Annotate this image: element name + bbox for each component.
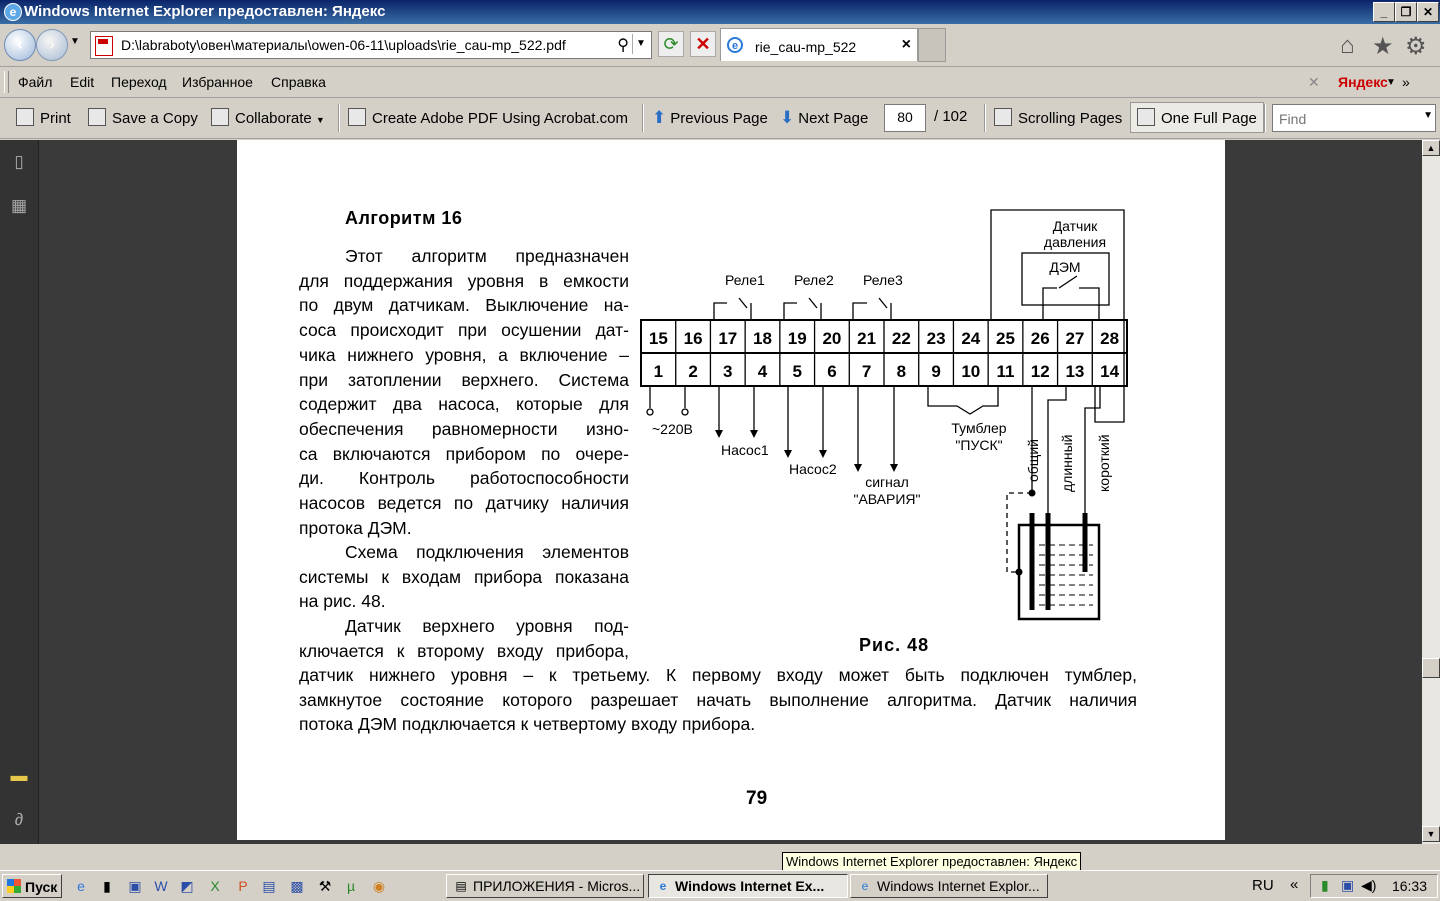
- terminal-number-top: 15: [648, 329, 668, 348]
- one-full-page-button[interactable]: [1130, 102, 1264, 133]
- window-title: Windows Internet Explorer предоставлен: Яндекс: [24, 3, 386, 20]
- close-toolbar-icon[interactable]: ✕: [1308, 74, 1320, 90]
- back-button[interactable]: ‹: [4, 29, 36, 61]
- collaborate-icon: [211, 108, 229, 126]
- dem-label: ДЭМ: [1049, 259, 1081, 275]
- yandex-dropdown-icon[interactable]: ▼: [1386, 77, 1396, 88]
- printer-icon: [16, 108, 34, 126]
- text-line: соса происходит при осушении дат-: [299, 320, 629, 341]
- text-line: са включаются прибором по очере-: [299, 443, 629, 464]
- address-url[interactable]: D:\labraboty\овен\материалы\owen-06-11\uploads\rie_cau-mp_522.pdf: [121, 37, 566, 53]
- relay1-label: Реле1: [725, 272, 765, 288]
- arrow-up-icon: ⬆: [652, 108, 667, 127]
- scroll-down-icon[interactable]: ▼: [1422, 826, 1440, 842]
- tool-quicklaunch-icon[interactable]: ⚒: [318, 878, 332, 894]
- terminal-number-bottom: 10: [961, 362, 981, 381]
- network-icon[interactable]: ▣: [1341, 877, 1355, 893]
- previous-page-button[interactable]: [652, 108, 768, 128]
- navigation-panel: [0, 140, 39, 844]
- terminal-number-bottom: 7: [861, 362, 872, 381]
- taskbar-ie-active-label: Windows Internet Ex...: [675, 878, 825, 894]
- terminal-number-bottom: 6: [827, 362, 837, 381]
- taskbar-ie-label: Windows Internet Explor...: [877, 878, 1040, 894]
- text-line: датчик нижнего уровня – к третьему. К первому входу может быть подключен тумблер,: [299, 665, 1137, 685]
- ie-icon: e: [659, 879, 667, 893]
- app-quicklaunch-icon[interactable]: ▩: [290, 878, 304, 894]
- find-dropdown-icon[interactable]: ▼: [1423, 110, 1433, 121]
- yandex-button[interactable]: Яндекс: [1338, 74, 1388, 90]
- language-indicator[interactable]: RU: [1252, 877, 1274, 894]
- text-line: Этот алгоритм предназначен: [345, 246, 629, 266]
- terminal-number-bottom: 8: [896, 362, 907, 381]
- address-bar[interactable]: [90, 31, 652, 59]
- title-bar: [0, 0, 1440, 24]
- print-label: Print: [40, 110, 71, 127]
- text-line: на рис. 48.: [299, 591, 386, 612]
- status-bar: [0, 844, 1440, 870]
- volume-icon[interactable]: ◀): [1361, 877, 1377, 893]
- algorithm-title: Алгоритм 16: [345, 208, 463, 228]
- ie-tab-icon: e: [727, 37, 743, 53]
- taskbar-ie-active-button[interactable]: [648, 874, 848, 898]
- refresh-icon[interactable]: ⟳: [658, 31, 684, 57]
- terminal-number-bottom: 14: [1100, 362, 1120, 381]
- terminal-number-bottom: 3: [723, 362, 733, 381]
- power-label: ~220В: [652, 421, 693, 437]
- terminal-number-bottom: 12: [1030, 362, 1050, 381]
- excel-quicklaunch-icon[interactable]: X: [210, 878, 220, 894]
- scrolling-pages-button[interactable]: [994, 108, 1122, 127]
- menu-help[interactable]: Справка: [271, 74, 326, 90]
- explorer-quicklaunch-icon[interactable]: ▣: [128, 878, 142, 894]
- terminal-number-top: 20: [822, 329, 842, 348]
- scroll-thumb[interactable]: [1422, 658, 1440, 678]
- battery-icon[interactable]: ▮: [1321, 877, 1329, 893]
- switch-label-2: "ПУСК": [955, 437, 1003, 453]
- paragraph-intro: [299, 244, 629, 540]
- create-pdf-label: Create Adobe PDF Using Acrobat.com: [372, 110, 628, 127]
- ie-icon: e: [861, 879, 869, 893]
- chrome-quicklaunch-icon[interactable]: ◉: [372, 878, 386, 894]
- paragraph-scheme: [299, 540, 629, 614]
- maximize-button[interactable]: ❐: [1395, 2, 1417, 22]
- find-input[interactable]: [1277, 107, 1421, 131]
- stop-icon[interactable]: ✕: [690, 31, 716, 57]
- menu-file[interactable]: Файл: [18, 74, 53, 90]
- collaborate-button[interactable]: [211, 108, 325, 127]
- long-label: длинный: [1059, 434, 1075, 492]
- publisher-quicklaunch-icon[interactable]: ▤: [262, 878, 276, 894]
- text-line: ключается к второму входу прибора,: [299, 640, 629, 661]
- terminal-number-top: 27: [1065, 329, 1085, 348]
- text-line: замкнутое состояние которого разрешает начать выполнение алгоритма. Датчик наличия: [299, 689, 1137, 710]
- text-line: при затоплении верхнего. Система: [299, 369, 629, 390]
- taskbar-word-label: ПРИЛОЖЕНИЯ - Micros...: [473, 878, 641, 894]
- pdf-file-icon: [95, 36, 113, 56]
- tab-label: rie_cau-mp_522: [755, 39, 857, 55]
- arrow-down-icon: ⬇: [780, 108, 795, 127]
- previous-page-label: Previous Page: [670, 110, 768, 127]
- address-dropdown-icon[interactable]: ▼: [632, 34, 649, 54]
- terminal-number-bottom: 11: [996, 362, 1015, 381]
- powerpoint-quicklaunch-icon[interactable]: P: [238, 878, 248, 894]
- gear-icon[interactable]: ⚙: [1405, 33, 1427, 60]
- start-button[interactable]: Пуск: [2, 874, 62, 898]
- tooltip: Windows Internet Explorer предоставлен: Яндекс: [782, 852, 1081, 872]
- history-dropdown-icon[interactable]: ▼: [70, 36, 80, 47]
- scroll-up-icon[interactable]: ▲: [1422, 140, 1440, 156]
- taskbar-word-button[interactable]: [446, 874, 644, 898]
- desktop-quicklaunch-icon[interactable]: ▮: [103, 878, 111, 894]
- text-line: Датчик верхнего уровня под-: [345, 616, 629, 636]
- taskbar-ie-button[interactable]: [850, 874, 1048, 898]
- one-full-page-label: One Full Page: [1161, 110, 1257, 127]
- next-page-button[interactable]: [780, 108, 868, 128]
- short-label: короткий: [1096, 434, 1112, 492]
- home-icon[interactable]: ⌂: [1340, 32, 1355, 59]
- print-button[interactable]: [16, 108, 71, 127]
- pump2-label: Насос2: [789, 461, 837, 477]
- terminal-number-top: 17: [718, 329, 738, 348]
- chevron-down-icon: ▼: [315, 115, 325, 125]
- terminal-number-top: 24: [961, 329, 981, 348]
- toolbar-separator: [984, 104, 986, 132]
- close-window-button[interactable]: ✕: [1417, 2, 1439, 22]
- system-tray: [1310, 874, 1438, 898]
- text-line: обеспечения равномерности изно-: [299, 418, 629, 439]
- text-line: системы к входам прибора показана: [299, 566, 629, 587]
- text-line: по двум датчикам. Выключение на-: [299, 295, 629, 316]
- pages-icon[interactable]: ▯: [14, 152, 24, 171]
- search-icon[interactable]: ⚲: [617, 37, 629, 54]
- clock[interactable]: 16:33: [1391, 878, 1427, 894]
- menu-bar: [0, 67, 1440, 98]
- alarm-label: сигнал: [865, 474, 909, 490]
- terminal-number-top: 21: [857, 329, 877, 348]
- collaborate-label: Collaborate: [235, 110, 312, 127]
- figure-caption: Рис. 48: [859, 635, 930, 655]
- find-field[interactable]: [1272, 104, 1436, 132]
- terminal-number-top: 22: [891, 329, 911, 348]
- ie-quicklaunch-icon[interactable]: e: [77, 878, 85, 894]
- paragraph-upper-sensor: [299, 614, 629, 663]
- relay2-label: Реле2: [794, 272, 834, 288]
- alarm-label-2: "АВАРИЯ": [853, 491, 921, 507]
- terminal-number-top: 26: [1030, 329, 1050, 348]
- terminal-number-bottom: 1: [653, 362, 664, 381]
- bookmarks-icon[interactable]: ▦: [10, 196, 28, 215]
- address-toolbar: [0, 24, 1440, 67]
- terminal-number-top: 16: [683, 329, 703, 348]
- relay3-label: Реле3: [863, 272, 903, 288]
- word-doc-icon: ▤: [455, 879, 467, 893]
- menu-go[interactable]: Переход: [111, 74, 167, 90]
- tray-expand-icon[interactable]: «: [1290, 876, 1299, 893]
- terminal-number-bottom: 2: [688, 362, 698, 381]
- save-copy-label: Save a Copy: [112, 110, 198, 127]
- yandex-more-icon[interactable]: »: [1402, 74, 1410, 90]
- toolbar-separator: [338, 104, 340, 132]
- one-full-page-icon: [1137, 108, 1155, 126]
- acrobat-icon: [348, 108, 366, 126]
- floppy-icon: [88, 108, 106, 126]
- scrolling-pages-icon: [994, 108, 1012, 126]
- forward-button[interactable]: ›: [36, 29, 68, 61]
- page-number: 79: [746, 788, 768, 809]
- pdf-toolbar: [0, 98, 1440, 139]
- comments-icon[interactable]: ▬: [10, 766, 28, 785]
- wiring-diagram: [627, 200, 1147, 640]
- pump1-label: Насос1: [721, 442, 769, 458]
- terminal-number-bottom: 9: [931, 362, 941, 381]
- terminal-number-top: 18: [753, 329, 772, 348]
- minimize-button[interactable]: _: [1373, 2, 1395, 22]
- create-pdf-button[interactable]: [348, 108, 628, 127]
- tab-pdf[interactable]: [720, 28, 918, 61]
- switch-label: Тумблер: [951, 420, 1007, 436]
- terminal-number-bottom: 4: [757, 362, 768, 381]
- pressure-sensor-label-2: давления: [1043, 234, 1107, 250]
- save-copy-button[interactable]: [88, 108, 198, 127]
- toolbar-separator: [642, 104, 644, 132]
- common-label: общий: [1025, 439, 1041, 482]
- pdf-page: [237, 140, 1225, 840]
- terminal-number-top: 25: [996, 329, 1015, 348]
- terminal-number-top: 19: [787, 329, 807, 348]
- new-tab-button[interactable]: [918, 28, 946, 62]
- toolbar-grip: [4, 71, 9, 93]
- text-line: чика нижнего уровня, а включение –: [299, 344, 629, 365]
- text-line: содержит два насоса, которые для: [299, 394, 629, 415]
- terminal-number-bottom: 5: [792, 362, 802, 381]
- terminal-number-bottom: 13: [1065, 362, 1085, 381]
- scrolling-pages-label: Scrolling Pages: [1018, 110, 1123, 127]
- page-number-input[interactable]: 80: [884, 104, 926, 132]
- outlook-quicklaunch-icon[interactable]: ◩: [180, 878, 194, 894]
- ie-app-icon: e: [4, 3, 22, 21]
- terminal-number-top: 28: [1100, 329, 1120, 348]
- tab-close-icon[interactable]: ×: [901, 36, 911, 53]
- taskbar: [0, 870, 1440, 901]
- favorites-star-icon[interactable]: ★: [1372, 33, 1394, 60]
- next-page-label: Next Page: [798, 110, 869, 127]
- text-line: потока ДЭМ подключается к четвертому входу прибора.: [299, 714, 756, 735]
- text-line: насосов ведется по датчику наличия: [299, 493, 629, 514]
- text-line: Схема подключения элементов: [345, 542, 629, 562]
- text-line: ди. Контроль работоспособности: [299, 468, 629, 489]
- pressure-sensor-label: Датчик: [1052, 218, 1098, 234]
- page-total: / 102: [934, 108, 968, 125]
- menu-edit[interactable]: Edit: [70, 74, 95, 90]
- attachment-icon[interactable]: ∂: [14, 810, 24, 829]
- utorrent-quicklaunch-icon[interactable]: µ: [346, 878, 356, 894]
- terminal-number-top: 23: [926, 329, 946, 348]
- word-quicklaunch-icon[interactable]: W: [154, 878, 168, 894]
- toolbar-separator: [1264, 104, 1266, 132]
- paragraph-lower-sensor: [299, 663, 1137, 737]
- text-line: протока ДЭМ.: [299, 517, 412, 538]
- text-line: для поддержания уровня в емкости: [299, 270, 629, 291]
- menu-favorites[interactable]: Избранное: [182, 74, 253, 90]
- vertical-scrollbar[interactable]: [1422, 140, 1440, 844]
